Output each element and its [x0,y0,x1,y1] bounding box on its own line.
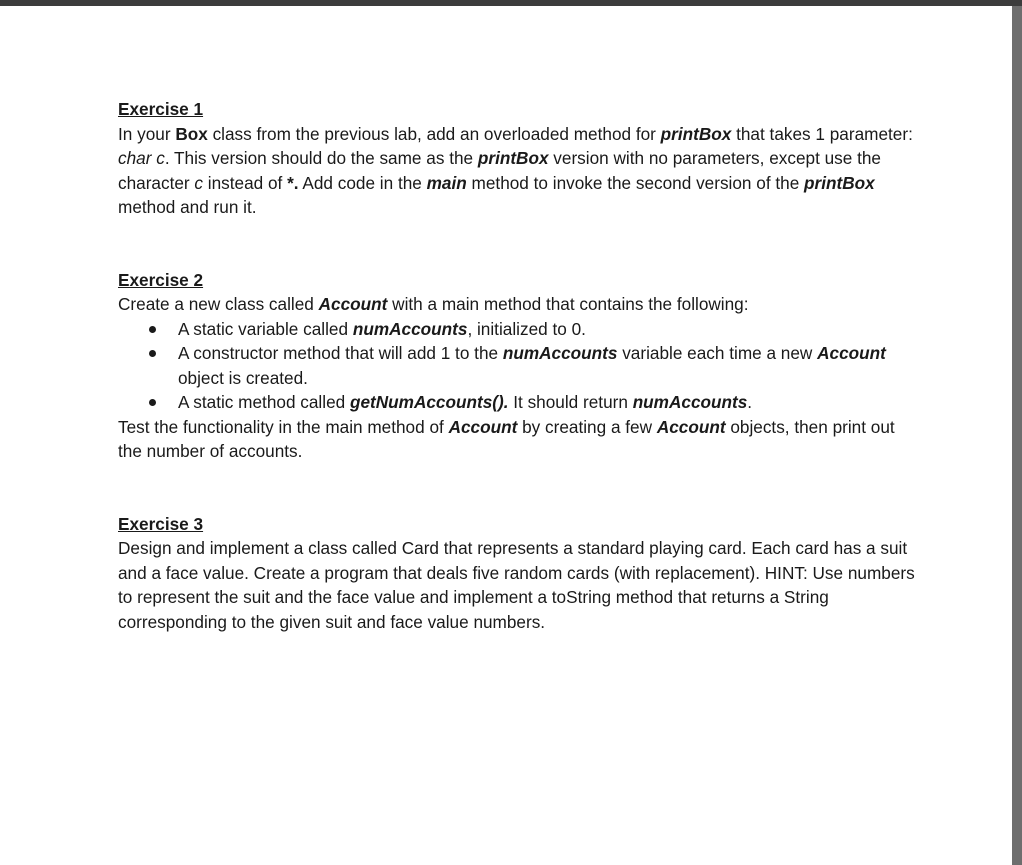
text-run: class from the previous lab, add an overloaded method for [207,123,661,144]
text-run: by creating a few [517,416,657,437]
exercise-1-section [118,97,918,220]
exercise-2-bullet [118,341,918,390]
text-run: that takes 1 parameter: [731,123,913,144]
text-run: . This version should do the same as the [164,148,478,168]
text-run: Account [318,294,388,314]
text-run: variable each time a new [617,343,818,363]
text-run: printBox [804,172,875,193]
text-run: *. [287,172,299,193]
text-run: char c [118,148,165,168]
text-run: main [426,172,467,193]
text-run: A static variable called [178,318,353,339]
text-run: object is created. [178,367,308,388]
text-run: Create a new class called [118,294,319,314]
text-run: Add code in the [298,172,427,193]
exercise-2-bullet [118,390,918,415]
text-run: Box [175,123,208,144]
exercise-3-heading: Exercise 3 [118,513,204,534]
text-run: method to invoke the second version of the [466,172,805,193]
text-run: objects, then print out the number of accounts. [118,416,895,461]
text-run: c [194,172,204,193]
text-run: version with no parameters, except use the character [118,148,881,193]
text-run: In your [118,123,176,144]
exercise-1-body [118,122,918,220]
text-run: It should return [508,392,633,412]
exercise-2-bullet-list [118,317,918,415]
exercise-1-heading: Exercise 1 [118,99,204,119]
text-run: . [747,392,753,412]
text-run: A static method called [178,392,350,412]
text-run: with a main method that contains the following: [387,294,749,314]
text-run: numAccounts [502,343,618,363]
exercise-3-body [118,536,918,634]
text-run: Account [656,416,726,437]
text-run: getNumAccounts(). [349,392,509,412]
text-run: numAccounts [352,318,468,339]
exercise-2-section [118,268,918,464]
page-content [118,97,918,634]
scrollbar-track[interactable] [1012,6,1022,865]
exercise-2-outro [118,415,918,464]
exercise-2-bullet [118,317,918,342]
exercise-2-intro [118,292,918,317]
text-run: printBox [477,148,549,168]
text-run: Account [817,343,886,363]
text-run: Test the functionality in the main method of [118,416,449,437]
text-run: method and run it. [118,197,257,217]
text-run: A constructor method that will add 1 to the [178,343,503,363]
text-run: Account [448,416,518,437]
document-page [0,6,1012,865]
exercise-2-heading: Exercise 2 [118,269,204,290]
text-run: , initialized to 0. [467,318,586,339]
text-run: Design and implement a class called Card that represents a standard playing card. Each card has a suit and a face value. Create a program that deals five random cards (with replacement). HINT: Use numbers to represent the suit and the face value and implement a toString method that returns a String corresponding to the given suit and face value numbers. [118,538,915,632]
text-run: printBox [660,123,732,144]
text-run: numAccounts [632,392,748,412]
exercise-3-section [118,512,918,635]
text-run: instead of [203,172,288,193]
